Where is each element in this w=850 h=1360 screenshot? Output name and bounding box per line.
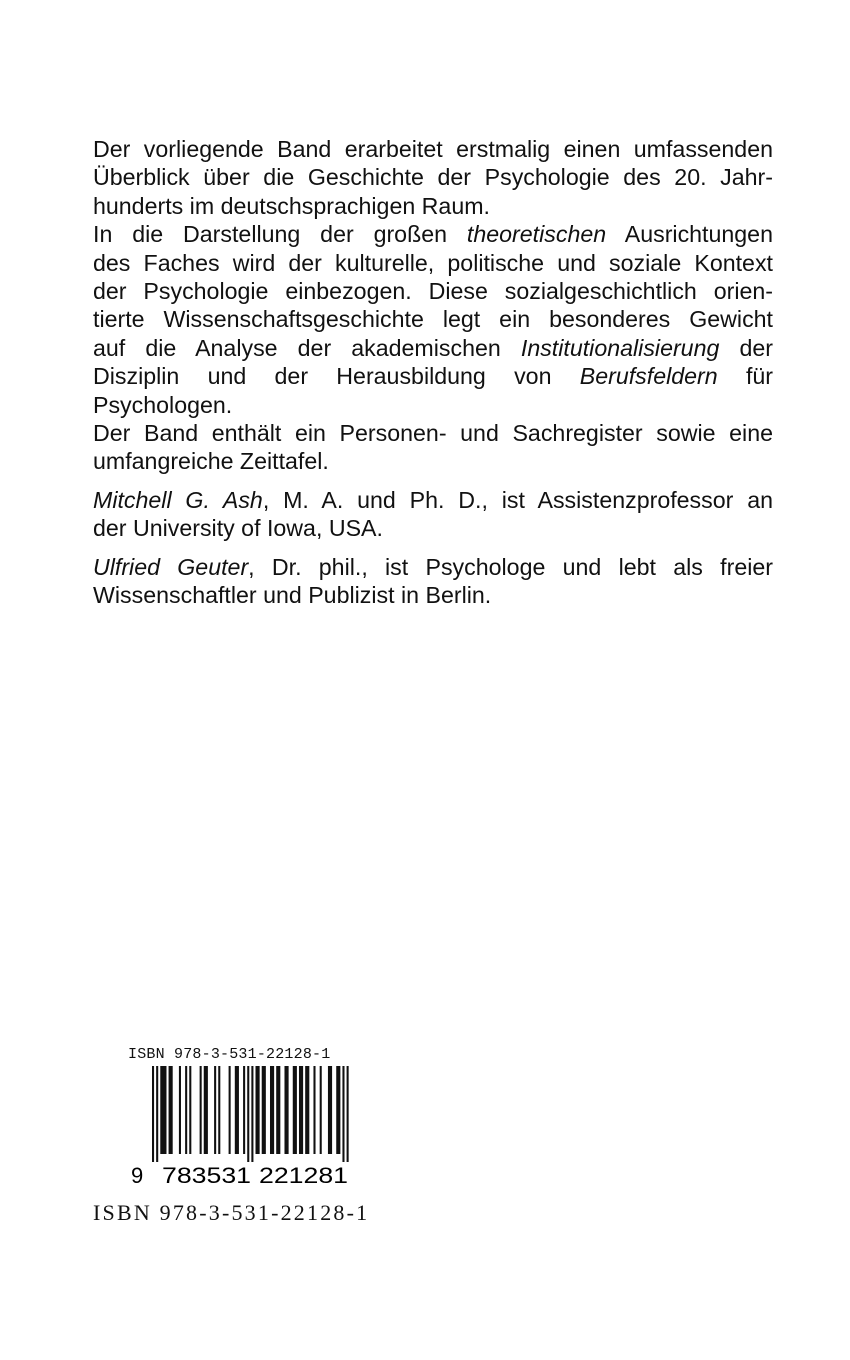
barcode-bar xyxy=(293,1066,297,1154)
description-line: Der Band enthält ein Personen- und Sachregister sowie eine xyxy=(93,420,773,447)
emphasis-term: Institutionalisierung xyxy=(520,334,720,361)
text-span: auf die Analyse der akademischen xyxy=(93,334,501,361)
barcode-bar xyxy=(235,1066,239,1154)
barcode-bar xyxy=(204,1066,208,1154)
barcode-guard-bar xyxy=(347,1066,349,1162)
barcode-bar xyxy=(214,1066,216,1154)
barcode-bar xyxy=(305,1066,309,1154)
barcode-guard-bar xyxy=(247,1066,249,1162)
barcode-bar xyxy=(160,1066,166,1154)
barcode-bar xyxy=(229,1066,231,1154)
text-span: für xyxy=(745,363,773,390)
description-line: tierte Wissenschaftsgeschichte legt ein besonderes Gewicht xyxy=(93,306,773,333)
barcode-bar xyxy=(270,1066,274,1154)
barcode-guard-bar xyxy=(251,1066,253,1162)
barcode-digits xyxy=(131,1163,348,1186)
barcode-guard-bar xyxy=(152,1066,154,1162)
barcode-bar xyxy=(189,1066,191,1154)
emphasis-term: theoretischen xyxy=(466,221,607,248)
barcode-bars xyxy=(152,1066,349,1162)
description-line xyxy=(93,334,773,362)
barcode-digit-first: 9 xyxy=(131,1163,144,1186)
text-span: , M. A. und Ph. D., ist Assistenzprofessor an xyxy=(262,486,773,513)
text-span: Disziplin und der Herausbildung von xyxy=(93,363,552,390)
description-line: Der vorliegende Band erarbeitet erstmalig einen umfassenden xyxy=(93,136,773,162)
ean13-barcode xyxy=(128,1046,388,1186)
barcode-guard-bar xyxy=(156,1066,158,1162)
isbn-footer: ISBN 978-3-531-22128-1 xyxy=(93,1200,370,1225)
barcode-block xyxy=(128,1046,388,1186)
barcode-bar xyxy=(299,1066,303,1154)
barcode-bar xyxy=(276,1066,280,1154)
barcode-isbn-label: ISBN 978-3-531-22128-1 xyxy=(128,1046,331,1063)
barcode-guard-bar xyxy=(342,1066,344,1162)
barcode-bar xyxy=(284,1066,288,1154)
author-name: Mitchell G. Ash xyxy=(93,486,263,513)
barcode-bar xyxy=(328,1066,332,1154)
barcode-bar xyxy=(320,1066,322,1154)
description-line: hunderts im deutschsprachigen Raum. xyxy=(93,192,490,219)
barcode-bar xyxy=(313,1066,315,1154)
description-line: Überblick über die Geschichte der Psychologie des 20. Jahr- xyxy=(93,164,773,191)
barcode-bar xyxy=(169,1066,173,1154)
description-line: des Faches wird der kulturelle, politische und soziale Kontext xyxy=(93,249,773,276)
description-line: der Psychologie einbezogen. Diese sozialgeschichtlich orien- xyxy=(93,278,773,305)
description-line: Psychologen. xyxy=(93,391,233,418)
author-bio-line xyxy=(93,486,773,514)
barcode-bar xyxy=(262,1066,266,1154)
barcode-bar xyxy=(185,1066,187,1154)
barcode-bar xyxy=(200,1066,202,1154)
author-bio-line xyxy=(93,553,773,581)
author-bio-line: Wissenschaftler und Publizist in Berlin. xyxy=(93,582,492,609)
text-span: In die Darstellung der großen xyxy=(93,221,448,248)
barcode-digits-right: 221281 xyxy=(259,1163,348,1186)
barcode-bar xyxy=(336,1066,340,1154)
description-line xyxy=(93,362,773,390)
emphasis-term: Berufsfeldern xyxy=(579,363,718,390)
author-name: Ulfried Geuter xyxy=(93,553,249,580)
text-span: Ausrichtungen xyxy=(624,221,773,248)
barcode-bar xyxy=(256,1066,260,1154)
text-span: , Dr. phil., ist Psychologe und lebt als freier xyxy=(248,553,773,580)
author-bio-line: der University of Iowa, USA. xyxy=(93,515,383,542)
text-span: der xyxy=(739,334,773,361)
barcode-digits-left: 783531 xyxy=(162,1163,251,1186)
barcode-bar xyxy=(179,1066,181,1154)
description-line xyxy=(93,220,773,248)
back-cover-text xyxy=(93,135,773,610)
description-line: umfangreiche Zeittafel. xyxy=(93,448,329,475)
barcode-bar xyxy=(243,1066,245,1154)
barcode-bar xyxy=(218,1066,220,1154)
